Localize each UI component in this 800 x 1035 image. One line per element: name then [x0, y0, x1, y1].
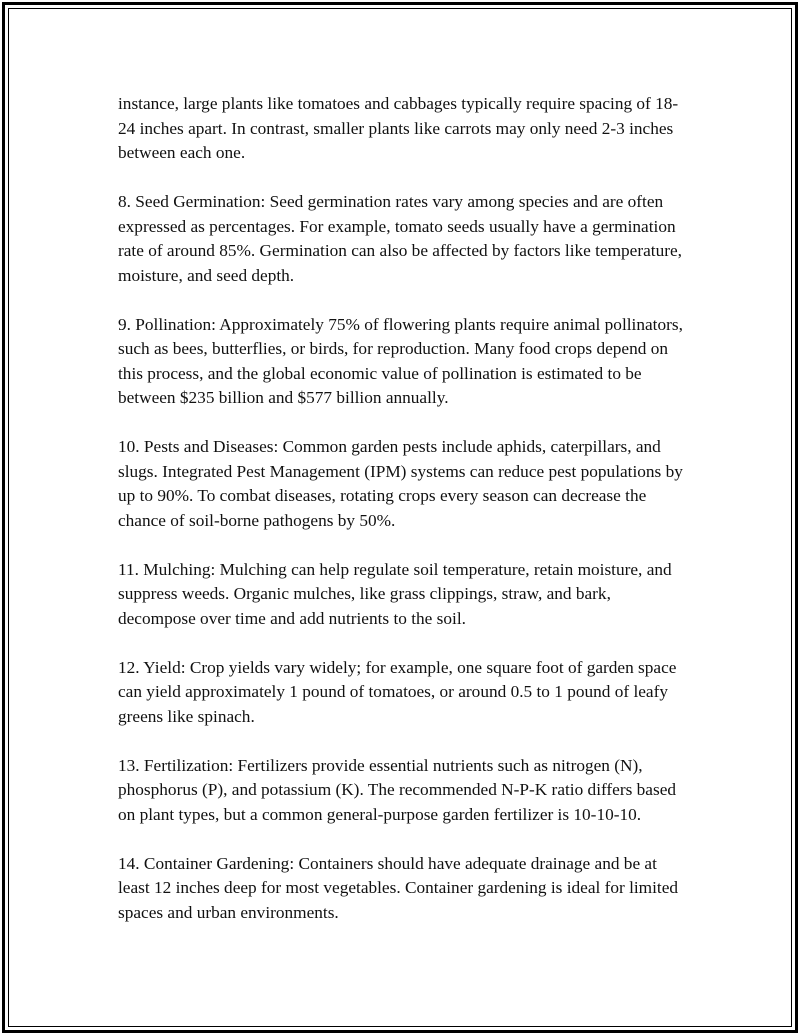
paragraph-mulching: 11. Mulching: Mulching can help regulate soil temperature, retain moisture, and suppress weeds. Organic mulches, like grass clippings, straw, and bark, decompose over time and add nutrients to the soil.: [118, 559, 672, 628]
paragraph-plant-spacing-continued: instance, large plants like tomatoes and cabbages typically require spacing of 18-24 inches apart. In contrast, smaller plants like carrots may only need 2-3 inches between each one.: [118, 94, 679, 162]
paragraph-pests-and-diseases: 10. Pests and Diseases: Common garden pests include aphids, caterpillars, and slugs. Integrated Pest Management (IPM) systems can reduce pest populations by up to 90%. To combat diseases, rotating crops every season can decrease the chance of soil-borne pathogens by 50%.: [118, 437, 683, 530]
paragraph-pollination: 9. Pollination: Approximately 75% of flowering plants require animal pollinators, such as bees, butterflies, or birds, for reproduction. Many food crops depend on this process, and the global economic value of pollination is estimated to be between $235 billion and $577 billion annually.: [118, 314, 683, 407]
paragraph-seed-germination: 8. Seed Germination: Seed germination rates vary among species and are often expressed as percentages. For example, tomato seeds usually have a germination rate of around 85%. Germination can also be affected by factors like temperature, moisture, and seed depth.: [118, 192, 682, 285]
paragraph-fertilization: 13. Fertilization: Fertilizers provide essential nutrients such as nitrogen (N), phosphorus (P), and potassium (K). The recommended N-P-K ratio differs based on plant types, but a common general-purpose garden fertilizer is 10-10-10.: [118, 755, 677, 824]
paragraph-container-gardening: 14. Container Gardening: Containers should have adequate drainage and be at least 12 inches deep for most vegetables. Container gardening is ideal for limited spaces and urban environments.: [118, 853, 679, 922]
document-body: [118, 92, 686, 925]
paragraph-yield: 12. Yield: Crop yields vary widely; for example, one square foot of garden space can yield approximately 1 pound of tomatoes, or around 0.5 to 1 pound of leafy greens like spinach.: [118, 657, 677, 726]
